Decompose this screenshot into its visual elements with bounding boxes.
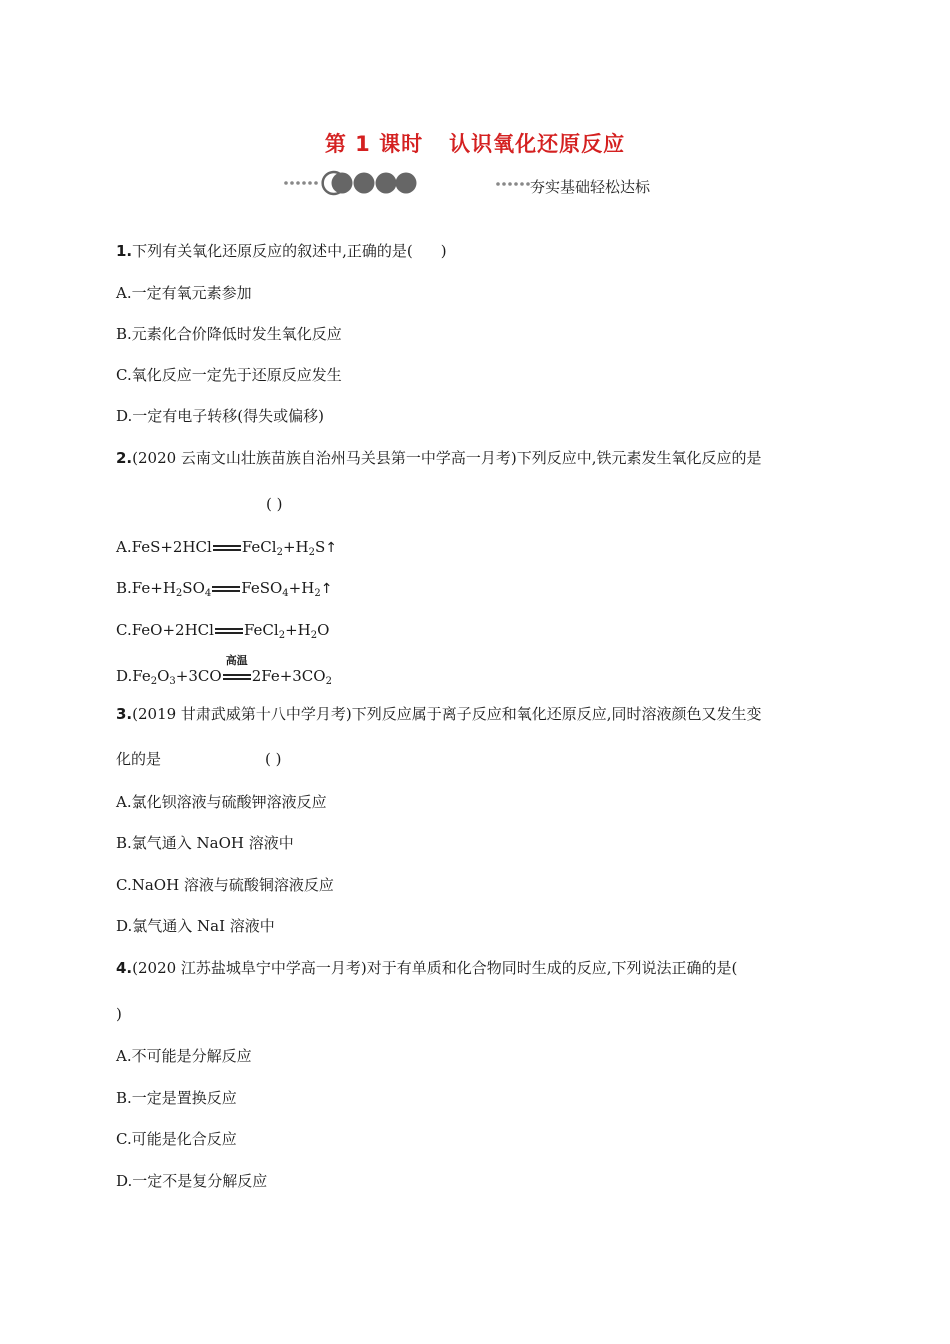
reaction-condition: 高温 xyxy=(225,654,248,667)
gas-arrow-icon: ↑ xyxy=(320,581,333,597)
question-1-option-c: C.氧化反应一定先于还原反应发生 xyxy=(116,366,342,384)
question-1-option-b: B.元素化合价降低时发生氧化反应 xyxy=(116,325,342,343)
question-3-answer-paren: ( ) xyxy=(265,750,282,768)
lesson-title xyxy=(0,128,950,158)
question-4-stem: 4.(2020 江苏盐城阜宁中学高一月考)对于有单质和化合物同时生成的反应,下列说法正确的是( xyxy=(116,959,738,977)
question-1-option-a: A.一定有氧元素参加 xyxy=(116,284,252,302)
question-4-option-b: B.一定是置换反应 xyxy=(116,1089,237,1107)
question-3-option-c: C.NaOH 溶液与硫酸铜溶液反应 xyxy=(116,876,334,894)
question-2-answer-paren: ( ) xyxy=(266,495,283,513)
question-3-option-a: A.氯化钡溶液与硫酸钾溶液反应 xyxy=(116,793,327,811)
lesson-topic: 认识氧化还原反应 xyxy=(449,132,626,156)
equals-sign-icon xyxy=(211,579,241,599)
question-1-stem: 1.下列有关氧化还原反应的叙述中,正确的是( ) xyxy=(116,242,447,260)
question-3-stem: 3.(2019 甘肃武威第十八中学月考)下列反应属于离子反应和氧化还原反应,同时溶液颜色又发生变 xyxy=(116,705,762,723)
question-4-option-a: A.不可能是分解反应 xyxy=(116,1047,252,1065)
question-1-option-d: D.一定有电子转移(得失或偏移) xyxy=(116,407,324,425)
question-3-option-b: B.氯气通入 NaOH 溶液中 xyxy=(116,834,294,852)
question-2-option-b: $B.Fe+H_2SO_4$ $FeSO_4+H_2↑$ xyxy=(116,579,333,599)
gas-arrow-icon: ↑ xyxy=(325,540,337,556)
equals-sign-icon xyxy=(214,621,244,641)
question-2-stem: 2.(2020 云南文山壮族苗族自治州马关县第一中学高一月考)下列反应中,铁元素发生氧化反应的是 xyxy=(116,449,762,467)
decorative-dots-icon xyxy=(282,170,532,198)
equals-sign-icon xyxy=(212,538,242,558)
lesson-number: 第 1 课时 xyxy=(324,132,424,156)
question-2-option-d: $D.Fe_2O_3+3CO$ 高温 $2Fe+3CO_2$ xyxy=(116,666,332,687)
equals-sign-icon xyxy=(222,654,252,687)
question-2-option-c: C.FeO+2HCl $FeCl_2+H_2O$ xyxy=(116,621,330,641)
question-2-option-a: A.FeS+2HCl $FeCl_2+H_2S↑$ xyxy=(116,538,337,558)
question-4-stem-cont: ) xyxy=(116,1005,122,1023)
question-3-stem-cont: 化的是 ( ) xyxy=(116,750,282,768)
banner-label: 夯实基础轻松达标 xyxy=(530,178,651,196)
question-4-option-c: C.可能是化合反应 xyxy=(116,1130,237,1148)
question-4-option-d: D.一定不是复分解反应 xyxy=(116,1172,268,1190)
question-3-option-d: D.氯气通入 NaI 溶液中 xyxy=(116,917,275,935)
section-banner xyxy=(282,170,682,198)
